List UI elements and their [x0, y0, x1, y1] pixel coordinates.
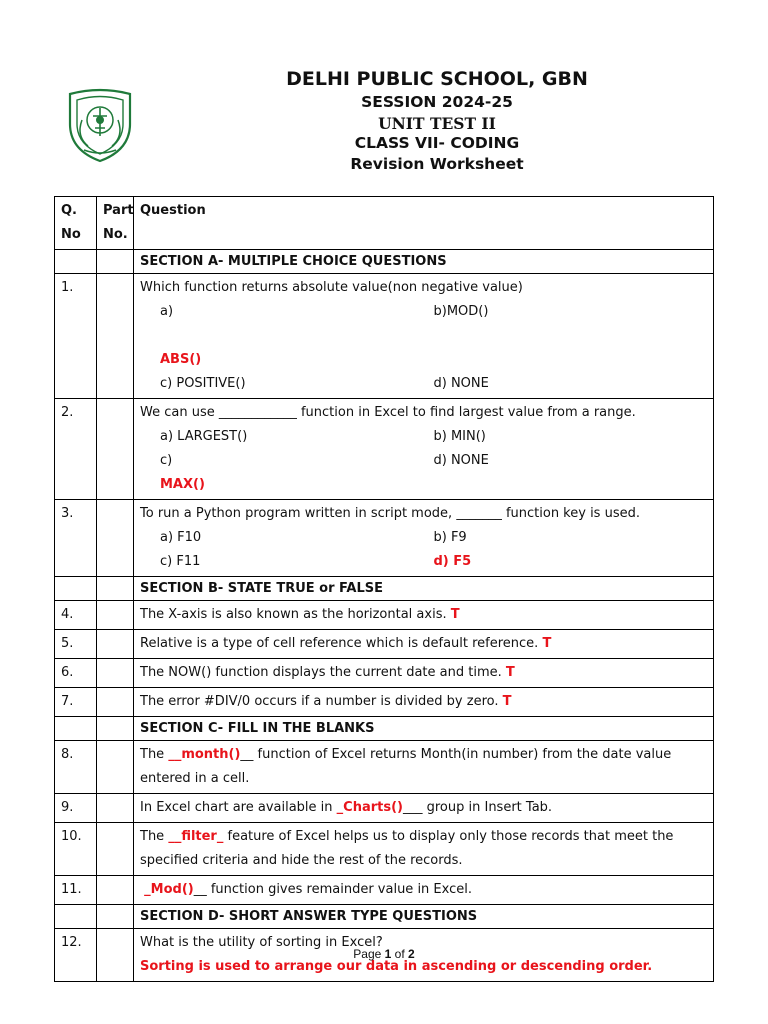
option-a: a) F10 — [160, 530, 202, 545]
question-cell: The __month()__ function of Excel returns Month(in number) from the date value entered in a cell. — [134, 741, 714, 794]
q-number: 11. — [55, 876, 97, 905]
option-a: a) LARGEST() — [160, 429, 248, 444]
table-row — [55, 794, 714, 823]
q-number: 3. — [55, 500, 97, 577]
table-row — [55, 741, 714, 794]
question-text: Which function returns absolute value(non negative value) — [140, 280, 523, 295]
table-row — [55, 274, 714, 399]
table-row — [55, 823, 714, 876]
section-row — [55, 717, 714, 741]
answer-mark: T — [450, 607, 460, 622]
table-header-row — [55, 197, 714, 250]
answer-mark: _Charts() — [336, 800, 403, 815]
section-a-heading: SECTION A- MULTIPLE CHOICE QUESTIONS — [134, 250, 714, 274]
answer-mark: ABS() — [160, 352, 202, 367]
question-cell — [134, 399, 714, 500]
answer-mark: MAX() — [160, 477, 205, 492]
session-title: SESSION 2024-25 — [361, 93, 513, 111]
q-number: 10. — [55, 823, 97, 876]
answer-mark: T — [502, 694, 512, 709]
option-b: b)MOD() — [433, 304, 489, 319]
question-text: We can use ____________ function in Excel to find largest value from a range. — [140, 405, 636, 420]
worksheet-title: Revision Worksheet — [350, 155, 524, 173]
q-number: 8. — [55, 741, 97, 794]
page-total: 2 — [408, 947, 415, 961]
answer-mark: T — [505, 665, 515, 680]
worksheet-table — [54, 196, 714, 982]
option-d: d) NONE — [433, 453, 489, 468]
question-cell — [134, 500, 714, 577]
option-d: d) NONE — [433, 376, 489, 391]
section-b-heading: SECTION B- STATE TRUE or FALSE — [134, 577, 714, 601]
q-number: 7. — [55, 688, 97, 717]
table-row — [55, 601, 714, 630]
q-number: 9. — [55, 794, 97, 823]
page-footer: Page 1 of 2 — [353, 947, 415, 961]
question-cell: The X-axis is also known as the horizontal axis. T — [134, 601, 714, 630]
question-cell — [134, 274, 714, 399]
question-text: What is the utility of sorting in Excel? — [140, 935, 383, 950]
option-b: b) MIN() — [433, 429, 486, 444]
answer-text: Sorting is used to arrange our data in ascending or descending order. — [140, 959, 653, 974]
table-row — [55, 659, 714, 688]
question-cell: _Mod()__ function gives remainder value in Excel. — [134, 876, 714, 905]
table-row — [55, 500, 714, 577]
question-cell: In Excel chart are available in _Charts()___ group in Insert Tab. — [134, 794, 714, 823]
test-title: UNIT TEST II — [378, 114, 496, 133]
question-text: To run a Python program written in script mode, _______ function key is used. — [140, 506, 640, 521]
page-number: 1 — [384, 947, 392, 961]
class-title: CLASS VII- CODING — [354, 134, 520, 152]
table-row — [55, 630, 714, 659]
q-number: 2. — [55, 399, 97, 500]
answer-mark: __filter_ — [168, 829, 224, 844]
section-row — [55, 577, 714, 601]
question-cell: The __filter_ feature of Excel helps us to display only those records that meet the specified criteria and hide the rest of the records. — [134, 823, 714, 876]
q-number: 4. — [55, 601, 97, 630]
section-row — [55, 905, 714, 929]
table-row — [55, 688, 714, 717]
question-cell: The error #DIV/0 occurs if a number is divided by zero. T — [134, 688, 714, 717]
q-number: 1. — [55, 274, 97, 399]
answer-mark: __month() — [168, 747, 241, 762]
section-row — [55, 250, 714, 274]
q-number: 5. — [55, 630, 97, 659]
table-row — [55, 876, 714, 905]
question-cell: Relative is a type of cell reference which is default reference. T — [134, 630, 714, 659]
table-row — [55, 399, 714, 500]
option-a: a) ABS() — [160, 300, 434, 372]
section-c-heading: SECTION C- FILL IN THE BLANKS — [134, 717, 714, 741]
school-name: DELHI PUBLIC SCHOOL, GBN — [286, 68, 588, 90]
col-part-header: Part No. — [97, 197, 134, 250]
option-d: d) F5 — [433, 554, 472, 569]
option-c: c) F11 — [160, 554, 201, 569]
answer-mark: _Mod() — [144, 882, 194, 897]
option-c: c) POSITIVE() — [160, 376, 246, 391]
question-cell: The NOW() function displays the current date and time. T — [134, 659, 714, 688]
q-number: 6. — [55, 659, 97, 688]
col-q-no-header: Q. No — [55, 197, 97, 250]
option-c: c) MAX() — [160, 449, 434, 497]
col-question-header: Question — [134, 197, 714, 250]
school-crest-icon — [62, 84, 138, 164]
section-d-heading: SECTION D- SHORT ANSWER TYPE QUESTIONS — [134, 905, 714, 929]
q-number: 12. — [55, 929, 97, 982]
option-b: b) F9 — [433, 530, 467, 545]
answer-mark: T — [542, 636, 552, 651]
